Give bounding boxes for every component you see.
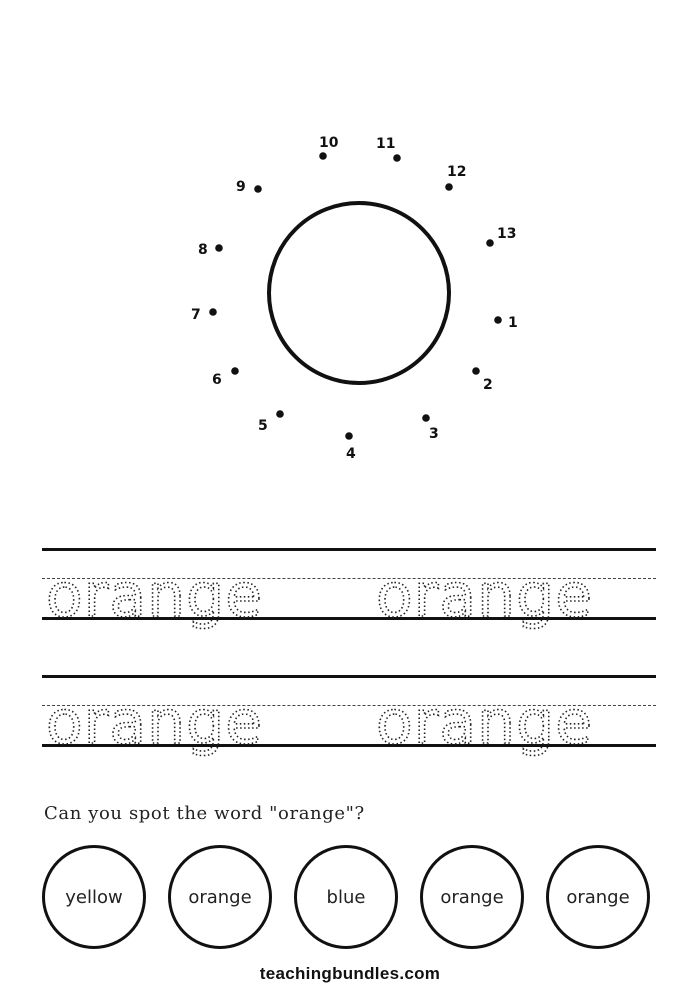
tracing-words: [42, 675, 656, 775]
word-bubble-4[interactable]: orange: [420, 845, 524, 949]
dot-1[interactable]: [494, 316, 502, 324]
dot-label-13: 13: [497, 226, 517, 242]
dot-label-7: 7: [191, 307, 201, 323]
trace-word[interactable]: orange: [376, 688, 594, 758]
word-bubble-2[interactable]: orange: [168, 845, 272, 949]
footer-brand: teachingbundles.com: [259, 964, 441, 983]
dot-12[interactable]: [445, 183, 453, 191]
trace-word[interactable]: orange: [46, 688, 264, 758]
tracing-row-1: [42, 548, 656, 638]
trace-word[interactable]: orange: [46, 561, 264, 631]
dot-11[interactable]: [393, 154, 401, 162]
trace-word[interactable]: orange: [376, 561, 594, 631]
dot-13[interactable]: [486, 239, 494, 247]
word-bubble-5[interactable]: orange: [546, 845, 650, 949]
dot-label-9: 9: [236, 179, 246, 195]
dot-5[interactable]: [276, 410, 284, 418]
dot-3[interactable]: [422, 414, 430, 422]
word-bubble-3[interactable]: blue: [294, 845, 398, 949]
dot-10[interactable]: [319, 152, 327, 160]
dot-label-5: 5: [258, 418, 268, 434]
dot-label-10: 10: [319, 135, 339, 151]
dot-7[interactable]: [209, 308, 217, 316]
dot-to-dot-sun: [0, 0, 700, 480]
dot-4[interactable]: [345, 432, 353, 440]
dot-2[interactable]: [472, 367, 480, 375]
word-bubble-1[interactable]: yellow: [42, 845, 146, 949]
sun-circle: [269, 203, 449, 383]
tracing-row-2: [42, 675, 656, 765]
word-bubbles: [42, 845, 658, 955]
dot-label-4: 4: [346, 446, 356, 462]
question-text: Can you spot the word "orange"?: [44, 803, 365, 824]
dot-9[interactable]: [254, 185, 262, 193]
dot-group: [191, 135, 518, 462]
dot-label-8: 8: [198, 242, 208, 258]
dot-6[interactable]: [231, 367, 239, 375]
dot-label-11: 11: [376, 136, 396, 152]
dot-8[interactable]: [215, 244, 223, 252]
dot-label-6: 6: [212, 372, 222, 388]
dot-label-1: 1: [508, 315, 518, 331]
dot-label-2: 2: [483, 377, 493, 393]
tracing-words: [42, 548, 656, 648]
dot-label-12: 12: [447, 164, 467, 180]
dot-label-3: 3: [429, 426, 439, 442]
